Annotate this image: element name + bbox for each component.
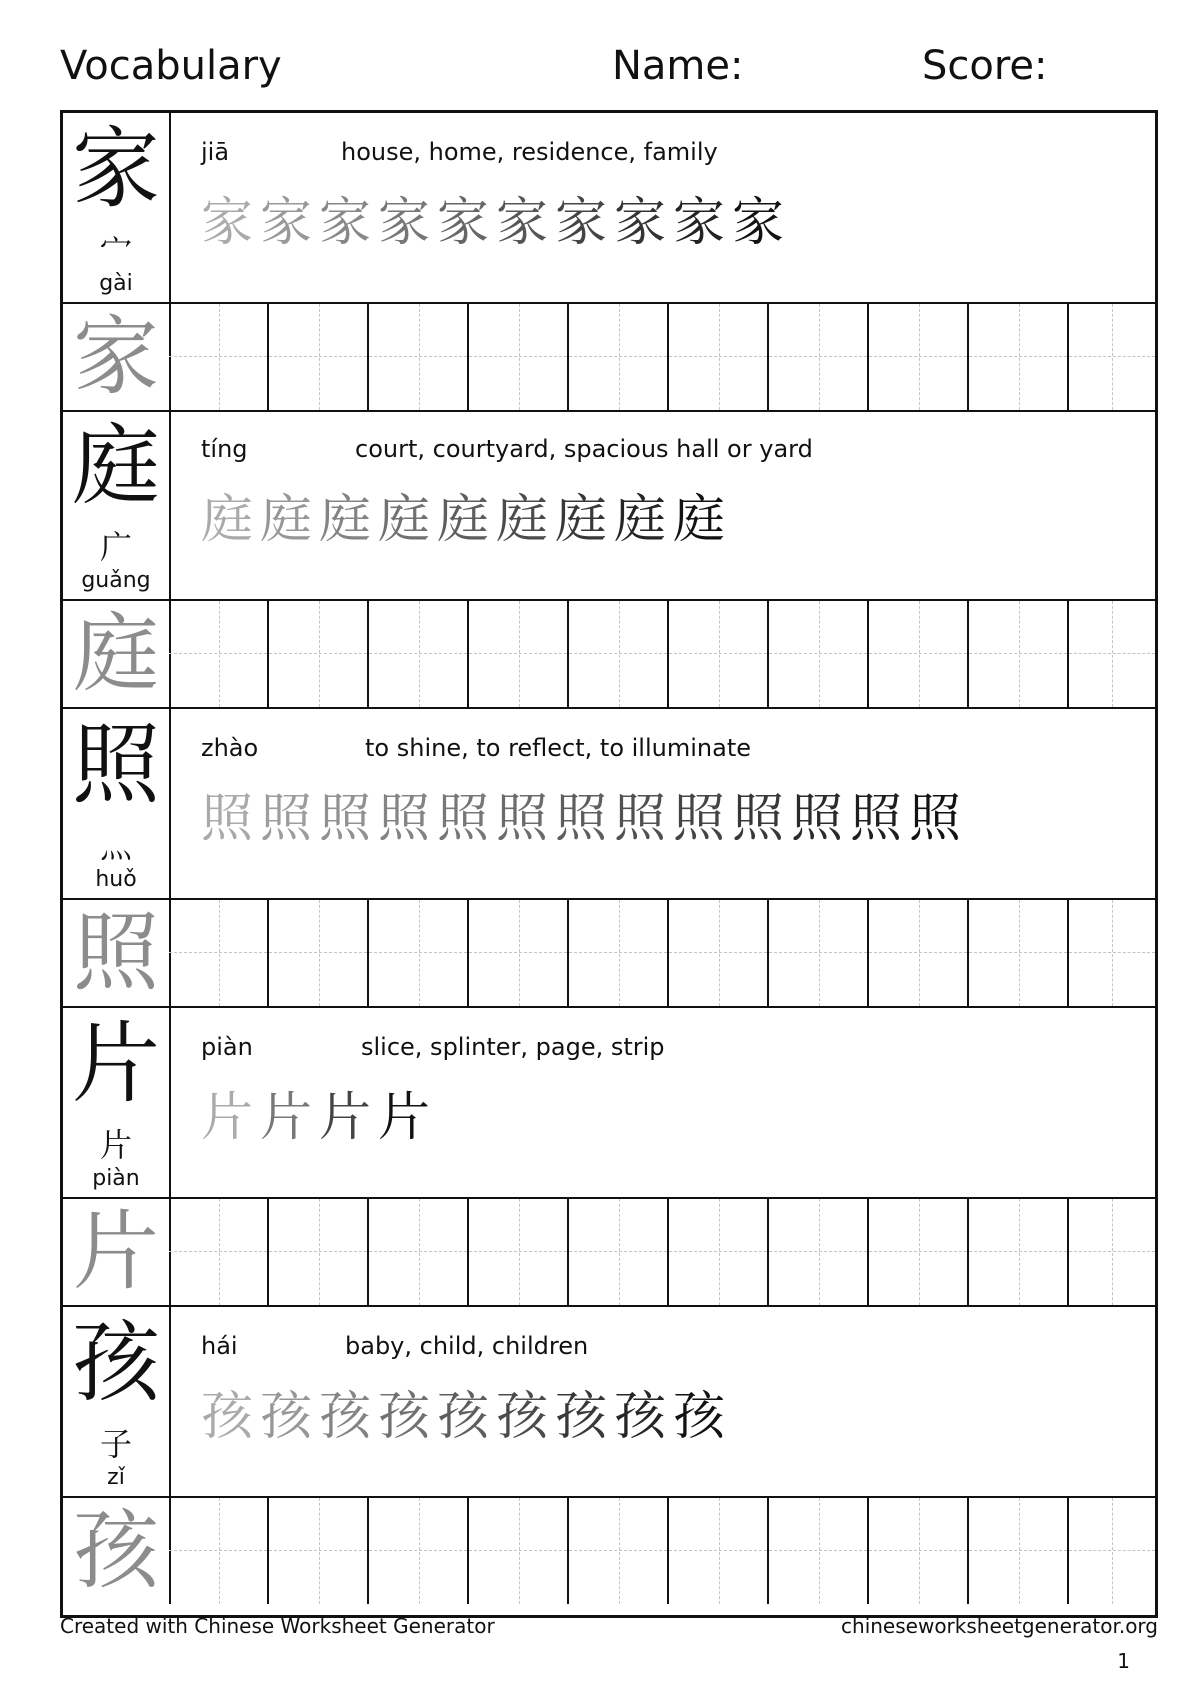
stroke-step: 照	[555, 789, 608, 849]
guide-line-horizontal	[969, 653, 1067, 654]
practice-cell[interactable]	[569, 304, 669, 410]
guide-line-horizontal	[169, 356, 267, 357]
stroke-step: 照	[850, 789, 903, 849]
guide-line-vertical	[1112, 1498, 1113, 1604]
stroke-step: 庭	[378, 490, 431, 550]
stroke-step: 照	[614, 789, 667, 849]
guide-line-vertical	[1112, 601, 1113, 707]
guide-line-vertical	[419, 900, 420, 1006]
guide-line-vertical	[319, 900, 320, 1006]
guide-line-horizontal	[669, 356, 767, 357]
vocab-character: 庭	[71, 414, 160, 517]
trace-cell[interactable]	[63, 304, 171, 410]
guide-line-vertical	[619, 1199, 620, 1305]
practice-cell[interactable]	[369, 304, 469, 410]
practice-grid-row	[63, 599, 1155, 709]
practice-grid-row	[63, 1496, 1155, 1606]
practice-cell[interactable]	[369, 601, 469, 707]
worksheet-title: Vocabulary	[60, 43, 282, 89]
practice-cell[interactable]	[469, 304, 569, 410]
stroke-step: 照	[260, 789, 313, 849]
guide-line-vertical	[419, 1199, 420, 1305]
practice-cell[interactable]	[969, 900, 1069, 1006]
guide-line-horizontal	[669, 952, 767, 953]
vocab-character: 片	[71, 1012, 160, 1115]
guide-line-vertical	[419, 304, 420, 410]
vocab-entry	[63, 410, 1155, 709]
guide-line-horizontal	[869, 653, 967, 654]
guide-line-horizontal	[269, 952, 367, 953]
guide-line-horizontal	[169, 1251, 267, 1252]
guide-line-vertical	[1019, 1498, 1020, 1604]
stroke-step: 家	[496, 193, 549, 253]
vocab-entry	[63, 1008, 1155, 1307]
guide-line-vertical	[919, 304, 920, 410]
stroke-step: 庭	[614, 490, 667, 550]
vocab-character: 孩	[71, 1311, 160, 1414]
practice-cell[interactable]	[769, 601, 869, 707]
guide-line-vertical	[1019, 1199, 1020, 1305]
practice-cell[interactable]	[169, 601, 269, 707]
guide-line-horizontal	[169, 952, 267, 953]
stroke-step: 孩	[378, 1387, 431, 1447]
practice-cell[interactable]	[569, 900, 669, 1006]
practice-cell[interactable]	[269, 1498, 369, 1604]
stroke-step: 家	[378, 193, 431, 253]
guide-line-horizontal	[369, 356, 467, 357]
character-cell	[63, 1307, 171, 1496]
guide-line-vertical	[219, 900, 220, 1006]
guide-line-horizontal	[269, 653, 367, 654]
practice-cell[interactable]	[269, 304, 369, 410]
stroke-step: 家	[614, 193, 667, 253]
guide-line-horizontal	[769, 1251, 867, 1252]
guide-line-horizontal	[569, 1251, 667, 1252]
guide-line-vertical	[919, 1199, 920, 1305]
stroke-step: 庭	[201, 490, 254, 550]
guide-line-horizontal	[369, 952, 467, 953]
guide-line-vertical	[219, 1498, 220, 1604]
practice-grid-row	[63, 1197, 1155, 1307]
guide-line-vertical	[619, 1498, 620, 1604]
guide-line-vertical	[819, 1498, 820, 1604]
stroke-order-sequence	[201, 1078, 437, 1158]
guide-line-vertical	[519, 900, 520, 1006]
guide-line-vertical	[719, 1199, 720, 1305]
practice-cell[interactable]	[469, 1498, 569, 1604]
guide-line-vertical	[619, 900, 620, 1006]
stroke-step: 家	[437, 193, 490, 253]
vocab-meaning: baby, child, children	[345, 1332, 589, 1360]
vocab-pinyin: hái	[201, 1332, 238, 1360]
radical-pinyin: zǐ	[107, 1465, 125, 1490]
guide-line-horizontal	[669, 653, 767, 654]
guide-line-vertical	[819, 601, 820, 707]
practice-cell[interactable]	[569, 601, 669, 707]
guide-line-horizontal	[1069, 1251, 1155, 1252]
guide-line-vertical	[819, 1199, 820, 1305]
practice-cell[interactable]	[669, 304, 769, 410]
guide-line-horizontal	[969, 952, 1067, 953]
stroke-step: 孩	[555, 1387, 608, 1447]
stroke-step: 家	[201, 193, 254, 253]
practice-cell[interactable]	[869, 601, 969, 707]
guide-line-horizontal	[669, 1550, 767, 1551]
practice-cell[interactable]	[769, 304, 869, 410]
guide-line-horizontal	[969, 1550, 1067, 1551]
practice-cell[interactable]	[869, 900, 969, 1006]
name-label: Name:	[612, 43, 744, 89]
guide-line-vertical	[719, 601, 720, 707]
vocab-entry	[63, 113, 1155, 412]
practice-cell[interactable]	[969, 1498, 1069, 1604]
radical-character: 广	[99, 528, 132, 566]
vocab-pinyin: piàn	[201, 1033, 253, 1061]
guide-line-vertical	[419, 1498, 420, 1604]
radical-pinyin: guǎng	[81, 568, 151, 593]
practice-cell[interactable]	[169, 1498, 269, 1604]
practice-cell[interactable]	[669, 601, 769, 707]
practice-cell[interactable]	[1069, 601, 1155, 707]
stroke-order-sequence	[201, 183, 791, 263]
radical-character: 片	[99, 1126, 132, 1164]
character-cell	[63, 1008, 171, 1197]
guide-line-horizontal	[569, 356, 667, 357]
practice-cell[interactable]	[1069, 1199, 1155, 1305]
guide-line-horizontal	[769, 356, 867, 357]
worksheet-table	[60, 110, 1158, 1618]
practice-cell[interactable]	[469, 1199, 569, 1305]
practice-cell[interactable]	[569, 1498, 669, 1604]
stroke-step: 照	[201, 789, 254, 849]
guide-line-horizontal	[169, 1550, 267, 1551]
footer-credit: Created with Chinese Worksheet Generator	[60, 1614, 495, 1638]
stroke-step: 照	[319, 789, 372, 849]
guide-line-vertical	[919, 601, 920, 707]
practice-cell[interactable]	[769, 1498, 869, 1604]
guide-line-vertical	[219, 1199, 220, 1305]
practice-cell[interactable]	[169, 1199, 269, 1305]
practice-grid-row	[63, 898, 1155, 1008]
practice-cell[interactable]	[1069, 304, 1155, 410]
stroke-step: 庭	[260, 490, 313, 550]
guide-line-horizontal	[569, 952, 667, 953]
guide-line-horizontal	[469, 1550, 567, 1551]
stroke-step: 家	[555, 193, 608, 253]
guide-line-horizontal	[969, 356, 1067, 357]
guide-line-vertical	[1019, 900, 1020, 1006]
radical-character: 灬	[99, 827, 132, 865]
practice-cell[interactable]	[669, 900, 769, 1006]
practice-cell[interactable]	[469, 601, 569, 707]
character-cell	[63, 410, 171, 599]
guide-line-horizontal	[969, 1251, 1067, 1252]
stroke-step: 家	[673, 193, 726, 253]
guide-line-horizontal	[269, 1251, 367, 1252]
stroke-order-sequence	[201, 1377, 732, 1457]
practice-cell[interactable]	[669, 1498, 769, 1604]
page-number: 1	[1117, 1649, 1130, 1673]
practice-grid-row	[63, 302, 1155, 412]
character-cell	[63, 709, 171, 898]
guide-line-vertical	[919, 1498, 920, 1604]
practice-cell[interactable]	[969, 601, 1069, 707]
stroke-step: 庭	[555, 490, 608, 550]
practice-cell[interactable]	[869, 1498, 969, 1604]
guide-line-horizontal	[169, 653, 267, 654]
practice-cell[interactable]	[869, 1199, 969, 1305]
practice-cell[interactable]	[769, 1199, 869, 1305]
guide-line-vertical	[319, 304, 320, 410]
stroke-step: 孩	[260, 1387, 313, 1447]
practice-cell[interactable]	[169, 304, 269, 410]
guide-line-horizontal	[469, 1251, 567, 1252]
guide-line-horizontal	[269, 356, 367, 357]
vocab-entry	[63, 1307, 1155, 1606]
stroke-order-sequence	[201, 480, 732, 560]
guide-line-vertical	[819, 900, 820, 1006]
trace-character: 孩	[73, 1501, 159, 1601]
stroke-step: 照	[791, 789, 844, 849]
radical-pinyin: huǒ	[95, 867, 137, 892]
practice-cell[interactable]	[969, 304, 1069, 410]
stroke-step: 照	[673, 789, 726, 849]
practice-cell[interactable]	[269, 601, 369, 707]
stroke-step: 孩	[201, 1387, 254, 1447]
stroke-step: 庭	[319, 490, 372, 550]
stroke-step: 照	[732, 789, 785, 849]
trace-cell[interactable]	[63, 1199, 171, 1305]
vocab-character: 照	[71, 713, 160, 816]
guide-line-vertical	[619, 601, 620, 707]
guide-line-vertical	[519, 601, 520, 707]
guide-line-horizontal	[1069, 653, 1155, 654]
guide-line-vertical	[319, 601, 320, 707]
character-cell	[63, 113, 171, 302]
stroke-step: 家	[260, 193, 313, 253]
practice-cell[interactable]	[169, 900, 269, 1006]
practice-cell[interactable]	[369, 1199, 469, 1305]
guide-line-vertical	[219, 601, 220, 707]
trace-cell[interactable]	[63, 1498, 171, 1604]
guide-line-horizontal	[569, 653, 667, 654]
trace-character: 照	[73, 903, 159, 1003]
radical-character: 宀	[99, 231, 132, 269]
trace-character: 家	[73, 307, 159, 407]
score-label: Score:	[922, 43, 1048, 89]
guide-line-vertical	[519, 304, 520, 410]
practice-cell[interactable]	[869, 304, 969, 410]
stroke-order-sequence	[201, 779, 968, 859]
guide-line-vertical	[719, 304, 720, 410]
guide-line-vertical	[1112, 304, 1113, 410]
radical-pinyin: piàn	[92, 1166, 140, 1191]
guide-line-horizontal	[869, 356, 967, 357]
guide-line-vertical	[319, 1498, 320, 1604]
practice-cell[interactable]	[369, 1498, 469, 1604]
guide-line-vertical	[819, 304, 820, 410]
guide-line-vertical	[719, 900, 720, 1006]
trace-character: 庭	[73, 604, 159, 704]
stroke-step: 孩	[614, 1387, 667, 1447]
practice-cell[interactable]	[469, 900, 569, 1006]
stroke-step: 照	[378, 789, 431, 849]
vocab-pinyin: jiā	[201, 138, 230, 166]
guide-line-vertical	[1112, 1199, 1113, 1305]
trace-cell[interactable]	[63, 601, 171, 707]
stroke-step: 照	[496, 789, 549, 849]
practice-cell[interactable]	[569, 1199, 669, 1305]
practice-cell[interactable]	[769, 900, 869, 1006]
vocab-meaning: house, home, residence, family	[341, 138, 718, 166]
guide-line-horizontal	[369, 653, 467, 654]
practice-cell[interactable]	[669, 1199, 769, 1305]
guide-line-horizontal	[869, 1251, 967, 1252]
trace-character: 片	[73, 1202, 159, 1302]
stroke-step: 庭	[496, 490, 549, 550]
guide-line-horizontal	[469, 952, 567, 953]
guide-line-horizontal	[269, 1550, 367, 1551]
practice-cell[interactable]	[1069, 1498, 1155, 1604]
guide-line-vertical	[319, 1199, 320, 1305]
guide-line-horizontal	[1069, 952, 1155, 953]
guide-line-vertical	[219, 304, 220, 410]
guide-line-vertical	[419, 601, 420, 707]
radical-pinyin: gài	[99, 271, 133, 296]
vocab-character: 家	[71, 117, 160, 220]
vocab-pinyin: tíng	[201, 435, 248, 463]
vocab-meaning: to shine, to reflect, to illuminate	[365, 734, 751, 762]
trace-cell[interactable]	[63, 900, 171, 1006]
guide-line-horizontal	[1069, 1550, 1155, 1551]
practice-cell[interactable]	[1069, 900, 1155, 1006]
footer-website: chineseworksheetgenerator.org	[841, 1614, 1158, 1638]
guide-line-horizontal	[369, 1251, 467, 1252]
guide-line-horizontal	[869, 952, 967, 953]
guide-line-horizontal	[1069, 356, 1155, 357]
guide-line-horizontal	[769, 952, 867, 953]
guide-line-vertical	[519, 1498, 520, 1604]
guide-line-horizontal	[369, 1550, 467, 1551]
stroke-step: 孩	[673, 1387, 726, 1447]
guide-line-vertical	[519, 1199, 520, 1305]
guide-line-horizontal	[669, 1251, 767, 1252]
guide-line-vertical	[919, 900, 920, 1006]
stroke-step: 片	[201, 1088, 254, 1148]
stroke-step: 孩	[437, 1387, 490, 1447]
stroke-step: 家	[732, 193, 785, 253]
practice-cell[interactable]	[269, 900, 369, 1006]
guide-line-horizontal	[769, 1550, 867, 1551]
stroke-step: 片	[260, 1088, 313, 1148]
vocab-meaning: slice, splinter, page, strip	[361, 1033, 665, 1061]
guide-line-vertical	[1019, 601, 1020, 707]
vocab-entry	[63, 709, 1155, 1008]
stroke-step: 庭	[437, 490, 490, 550]
vocab-pinyin: zhào	[201, 734, 259, 762]
stroke-step: 孩	[496, 1387, 549, 1447]
practice-cell[interactable]	[369, 900, 469, 1006]
guide-line-horizontal	[469, 356, 567, 357]
guide-line-vertical	[1019, 304, 1020, 410]
stroke-step: 孩	[319, 1387, 372, 1447]
guide-line-vertical	[619, 304, 620, 410]
stroke-step: 庭	[673, 490, 726, 550]
radical-character: 子	[99, 1425, 132, 1463]
guide-line-horizontal	[869, 1550, 967, 1551]
guide-line-vertical	[1112, 900, 1113, 1006]
guide-line-horizontal	[469, 653, 567, 654]
practice-cell[interactable]	[269, 1199, 369, 1305]
stroke-step: 照	[909, 789, 962, 849]
stroke-step: 家	[319, 193, 372, 253]
stroke-step: 照	[437, 789, 490, 849]
guide-line-horizontal	[569, 1550, 667, 1551]
stroke-step: 片	[319, 1088, 372, 1148]
vocab-meaning: court, courtyard, spacious hall or yard	[355, 435, 813, 463]
guide-line-vertical	[719, 1498, 720, 1604]
guide-line-horizontal	[769, 653, 867, 654]
practice-cell[interactable]	[969, 1199, 1069, 1305]
stroke-step: 片	[378, 1088, 431, 1148]
